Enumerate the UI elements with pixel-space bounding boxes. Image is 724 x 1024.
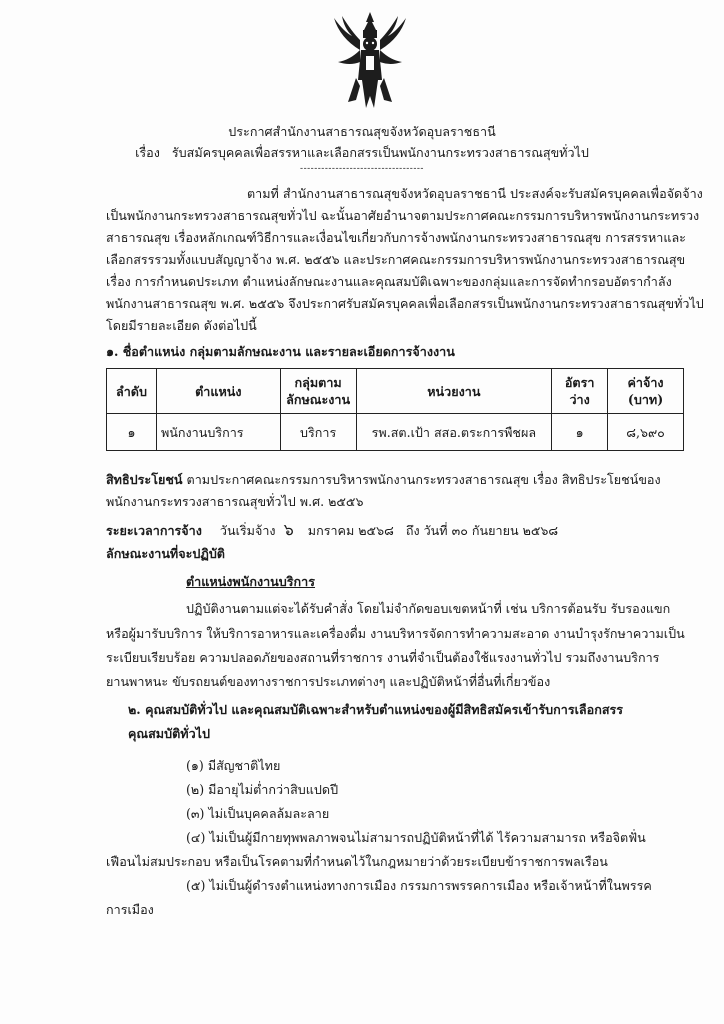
header-group: กลุ่มตาม ลักษณะงาน bbox=[280, 369, 356, 414]
employment-period bbox=[106, 522, 558, 539]
header-no: ลำดับ bbox=[107, 369, 157, 414]
benefits-text-cont: พนักงานกระทรวงสาธารณสุขทั่วไป พ.ศ. ๒๕๕๖ bbox=[106, 494, 364, 509]
qualification-item: (๕) ไม่เป็นผู้ดำรงตำแหน่งทางการเมือง กรรมการพรรคการเมือง หรือเจ้าหน้าที่ในพรรค bbox=[186, 878, 652, 893]
qualification-item-cont: การเมือง bbox=[106, 902, 154, 917]
benefits-label: สิทธิประโยชน์ bbox=[106, 472, 183, 487]
benefits-text: ตามประกาศคณะกรรมการบริหารพนักงานกระทรวงสาธารณสุข เรื่อง สิทธิประโยชน์ของ bbox=[186, 472, 661, 487]
subject-text: รับสมัครบุคคลเพื่อสรรหาและเลือกสรรเป็นพนักงานกระทรวงสาธารณสุขทั่วไป bbox=[171, 145, 589, 160]
qualification-item: (๔) ไม่เป็นผู้มีกายทุพพลภาพจนไม่สามารถปฏิบัติหน้าที่ได้ ไร้ความสามารถ หรือจิตฟั่น bbox=[186, 830, 646, 845]
period-label: ระยะเวลาการจ้าง bbox=[106, 523, 202, 538]
intro-line: โดยมีรายละเอียด ดังต่อไปนี้ bbox=[106, 318, 257, 333]
header-position: ตำแหน่ง bbox=[156, 369, 280, 414]
garuda-emblem-icon bbox=[330, 10, 410, 114]
intro-line: ตามที่ สำนักงานสาธารณสุขจังหวัดอุบลราชธานี ประสงค์จะรับสมัครบุคคลเพื่อจัดจ้าง bbox=[247, 186, 703, 201]
benefits-line bbox=[106, 472, 661, 488]
duties-position-title: ตำแหน่งพนักงานบริการ bbox=[186, 574, 316, 589]
cell-group: บริการ bbox=[280, 414, 356, 451]
period-start-prefix: วันเริ่มจ้าง bbox=[219, 523, 276, 538]
period-start-day: ๖ bbox=[283, 520, 294, 539]
subject-label: เรื่อง bbox=[135, 145, 160, 160]
intro-line: พนักงานสาธารณสุข พ.ศ. ๒๕๕๖ จึงประกาศรับสมัครบุคคลเพื่อเลือกสรรเป็นพนักงานกระทรวงสาธารณสุขทั่วไป bbox=[106, 296, 704, 311]
cell-unit: รพ.สต.เป้า สสอ.ตระการพืชผล bbox=[356, 414, 552, 451]
duties-line: ปฏิบัติงานตามแต่จะได้รับคำสั่ง โดยไม่จำกัดขอบเขตหน้าที่ เช่น บริการต้อนรับ รับรองแขก bbox=[186, 601, 671, 616]
announcement-subject-line bbox=[0, 143, 724, 163]
section-2-title: ๒. คุณสมบัติทั่วไป และคุณสมบัติเฉพาะสำหรับตำแหน่งของผู้มีสิทธิสมัครเข้ารับการเลือกสรร bbox=[128, 702, 624, 717]
cell-no: ๑ bbox=[107, 414, 157, 451]
header-rate: อัตรา ว่าง bbox=[552, 369, 608, 414]
job-table bbox=[106, 368, 684, 451]
announcement-title: ประกาศสำนักงานสาธารณสุขจังหวัดอุบลราชธานี bbox=[228, 124, 496, 139]
header-unit: หน่วยงาน bbox=[356, 369, 552, 414]
intro-line: เรื่อง การกำหนดประเภท ตำแหน่งลักษณะงานและคุณสมบัติเฉพาะของกลุ่มและการจัดทำกรอบอัตรากำลัง bbox=[106, 274, 672, 289]
table-header-row bbox=[107, 369, 684, 414]
duties-line: ยานพาหนะ ขับรถยนต์ของทางราชการประเภทต่างๆ และปฏิบัติหน้าที่อื่นที่เกี่ยวข้อง bbox=[106, 674, 551, 689]
cell-wage: ๘,๖๙๐ bbox=[608, 414, 684, 451]
period-end: ถึง วันที่ ๓๐ กันยายน ๒๕๖๘ bbox=[405, 523, 559, 538]
qualification-item: (๑) มีสัญชาติไทย bbox=[186, 758, 281, 773]
table-row bbox=[107, 414, 684, 451]
qualification-item: (๓) ไม่เป็นบุคคลล้มละลาย bbox=[186, 806, 330, 821]
intro-line: เลือกสรรรวมทั้งแบบสัญญาจ้าง พ.ศ. ๒๕๕๖ และประกาศคณะกรรมการบริหารพนักงานกระทรวงสาธารณสุข bbox=[106, 252, 686, 267]
qualification-item-cont: เฟือนไม่สมประกอบ หรือเป็นโรคตามที่กำหนดไว้ในกฎหมายว่าด้วยระเบียบข้าราชการพลเรือน bbox=[106, 854, 608, 869]
qualification-item: (๒) มีอายุไม่ต่ำกว่าสิบแปดปี bbox=[186, 782, 339, 797]
period-start-rest: มกราคม ๒๕๖๘ bbox=[307, 523, 394, 538]
duties-label: ลักษณะงานที่จะปฏิบัติ bbox=[106, 546, 225, 561]
duties-line: ระเบียบเรียบร้อย ความปลอดภัยของสถานที่ราชการ งานที่จำเป็นต้องใช้แรงงานทั่วไป รวมถึงงานบริการ bbox=[106, 650, 660, 665]
header-wage: ค่าจ้าง (บาท) bbox=[608, 369, 684, 414]
intro-line: สาธารณสุข เรื่องหลักเกณฑ์วิธีการและเงื่อนไขเกี่ยวกับการจ้างพนักงานกระทรวงสาธารณสุข การสรรหาและ bbox=[106, 230, 686, 245]
cell-rate: ๑ bbox=[552, 414, 608, 451]
title-separator: ----------------------------------- bbox=[300, 164, 424, 174]
section-1-title: ๑. ชื่อตำแหน่ง กลุ่มตามลักษณะงาน และรายละเอียดการจ้างงาน bbox=[106, 344, 455, 359]
duties-line: หรือผู้มารับบริการ ให้บริการอาหารและเครื่องดื่ม งานบริหารจัดการทำความสะอาด งานบำรุงรักษาความเป็น bbox=[106, 626, 685, 641]
cell-position: พนักงานบริการ bbox=[156, 414, 280, 451]
intro-line: เป็นพนักงานกระทรวงสาธารณสุขทั่วไป ฉะนั้นอาศัยอำนาจตามประกาศคณะกรรมการบริหารพนักงานกระทรวง bbox=[106, 208, 700, 223]
section-2-subtitle: คุณสมบัติทั่วไป bbox=[128, 726, 210, 741]
